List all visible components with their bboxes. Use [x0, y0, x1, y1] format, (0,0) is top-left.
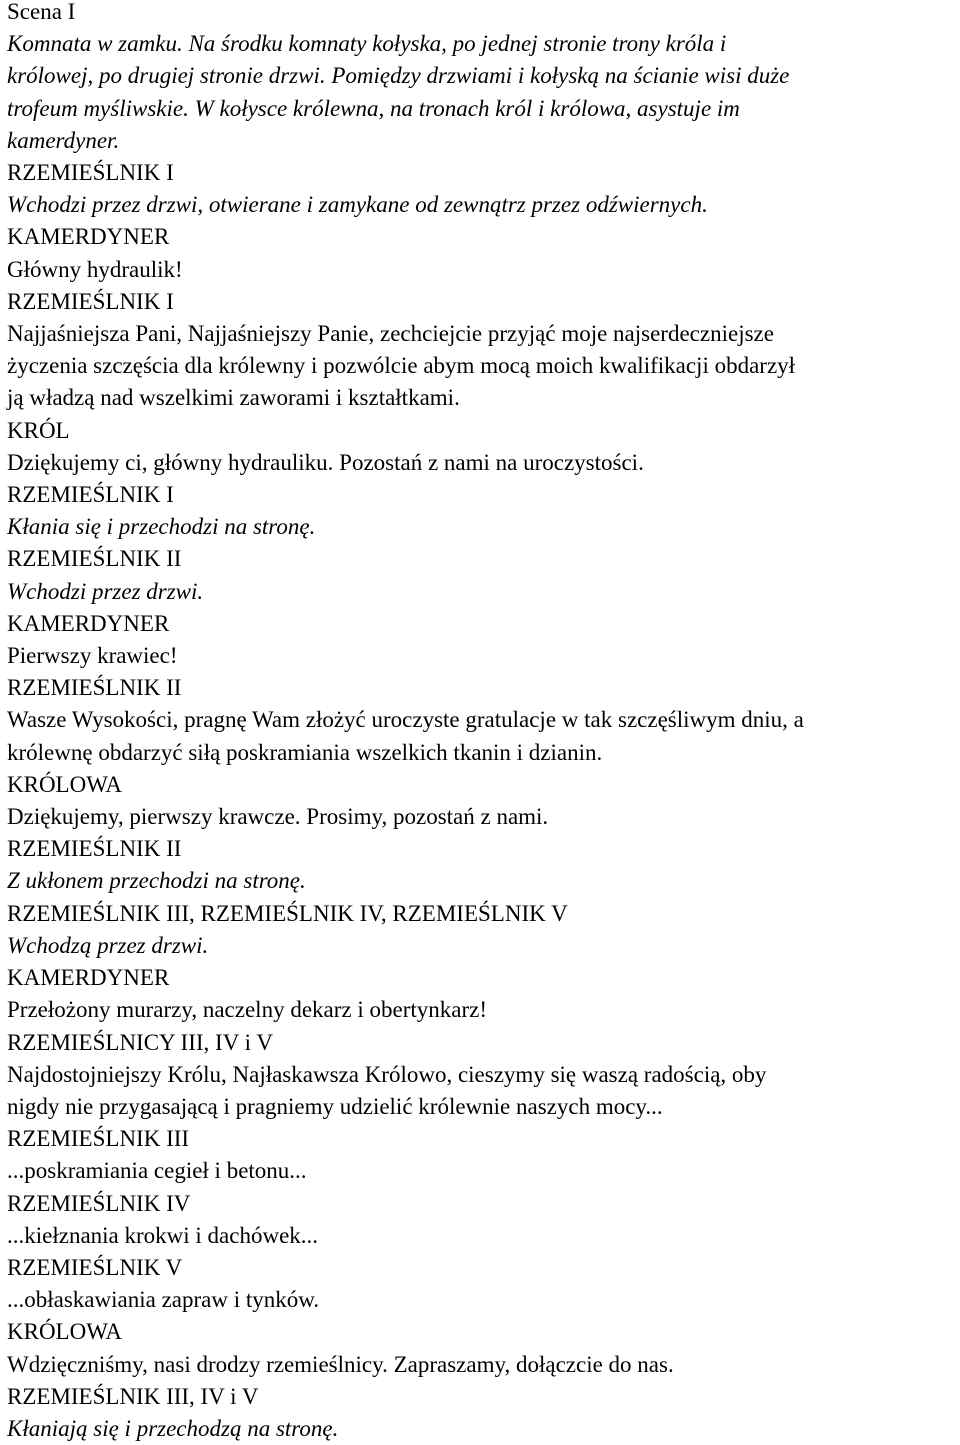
stage-direction — [7, 576, 960, 608]
stage-direction — [7, 511, 960, 543]
stage-direction-line: Kłania się i przechodzi na stronę. — [7, 514, 316, 540]
dialogue-text — [7, 1059, 960, 1123]
dialogue-text — [7, 1284, 960, 1316]
opening-stage-direction — [7, 28, 960, 157]
dialogue-text-line: ją władzą nad wszelkimi zaworami i kształtkami. — [7, 385, 460, 411]
speaker-name — [7, 1316, 960, 1348]
speaker-name-line: KAMERDYNER — [7, 610, 170, 636]
speaker-name — [7, 962, 960, 994]
speaker-name — [7, 221, 960, 253]
dialogue-text-line: ...poskramiania cegieł i betonu... — [7, 1158, 307, 1184]
speaker-name — [7, 1027, 960, 1059]
stage-direction-line: Wchodzi przez drzwi. — [7, 578, 204, 604]
speaker-name — [7, 479, 960, 511]
stage-direction — [7, 865, 960, 897]
dialogue-text-line: nigdy nie przygasającą i pragniemy udzielić królewnie naszych mocy... — [7, 1093, 663, 1119]
stage-direction-line: Z ukłonem przechodzi na stronę. — [7, 868, 306, 894]
speaker-name-line: RZEMIEŚLNIK III, IV i V — [7, 1383, 259, 1409]
dialogue-text — [7, 801, 960, 833]
speaker-name-line: RZEMIEŚLNIK I — [7, 288, 174, 314]
stage-direction — [7, 1413, 960, 1445]
speaker-name — [7, 898, 960, 930]
speaker-name-line: RZEMIEŚLNIK IV — [7, 1190, 191, 1216]
dialogue-text-line: ...obłaskawiania zapraw i tynków. — [7, 1287, 320, 1313]
speaker-name — [7, 543, 960, 575]
speaker-name-line: RZEMIEŚLNIK V — [7, 1254, 183, 1280]
dialogue-text-line: Dziękujemy ci, główny hydrauliku. Pozostań z nami na uroczystości. — [7, 449, 644, 475]
speaker-name-line: KRÓLOWA — [7, 771, 122, 797]
dialogue-text — [7, 704, 960, 768]
speaker-name — [7, 157, 960, 189]
speaker-name-line: RZEMIEŚLNICY III, IV i V — [7, 1029, 273, 1055]
stage-direction-line: Kłaniają się i przechodzą na stronę. — [7, 1415, 339, 1441]
stage-direction-line: trofeum myśliwskie. W kołysce królewna, na tronach król i królowa, asystuje im — [7, 95, 740, 121]
dialogue-text-line: życzenia szczęścia dla królewny i pozwólcie abym mocą moich kwalifikacji obdarzył — [7, 353, 796, 379]
dialogue-text — [7, 1220, 960, 1252]
dialogue-text-line: Dziękujemy, pierwszy krawcze. Prosimy, pozostań z nami. — [7, 804, 549, 830]
stage-direction-line: królowej, po drugiej stronie drzwi. Pomiędzy drzwiami i kołyską na ścianie wisi duże — [7, 63, 790, 89]
dialogue-text — [7, 318, 960, 415]
speaker-name — [7, 1188, 960, 1220]
script-body — [7, 157, 960, 1445]
speaker-name — [7, 833, 960, 865]
speaker-name-line: KAMERDYNER — [7, 224, 170, 250]
stage-direction-line: Wchodzą przez drzwi. — [7, 932, 209, 958]
speaker-name — [7, 769, 960, 801]
speaker-name — [7, 415, 960, 447]
dialogue-text-line: królewnę obdarzyć siłą poskramiania wszelkich tkanin i dzianin. — [7, 739, 603, 765]
speaker-name-line: RZEMIEŚLNIK III, RZEMIEŚLNIK IV, RZEMIEŚLNIK V — [7, 900, 568, 926]
speaker-name-line: KAMERDYNER — [7, 965, 170, 991]
stage-direction-line: Komnata w zamku. Na środku komnaty kołyska, po jednej stronie trony króla i — [7, 31, 727, 57]
dialogue-text — [7, 1349, 960, 1381]
stage-direction — [7, 189, 960, 221]
speaker-name — [7, 608, 960, 640]
speaker-name-line: RZEMIEŚLNIK III — [7, 1126, 190, 1152]
dialogue-text-line: Główny hydraulik! — [7, 256, 183, 282]
dialogue-text-line: Najjaśniejsza Pani, Najjaśniejszy Panie, zechciejcie przyjąć moje najserdeczniejsze — [7, 321, 774, 347]
speaker-name-line: RZEMIEŚLNIK II — [7, 546, 182, 572]
dialogue-text-line: Najdostojniejszy Królu, Najłaskawsza Królowo, cieszymy się waszą radością, oby — [7, 1061, 767, 1087]
stage-direction — [7, 930, 960, 962]
speaker-name-line: RZEMIEŚLNIK I — [7, 482, 174, 508]
speaker-name — [7, 1123, 960, 1155]
dialogue-text — [7, 994, 960, 1026]
speaker-name — [7, 672, 960, 704]
dialogue-text-line: Pierwszy krawiec! — [7, 643, 178, 669]
speaker-name — [7, 1252, 960, 1284]
stage-direction-line: Wchodzi przez drzwi, otwierane i zamykane od zewnątrz przez odźwiernych. — [7, 192, 708, 218]
speaker-name-line: KRÓLOWA — [7, 1319, 122, 1345]
speaker-name — [7, 1381, 960, 1413]
dialogue-text-line: ...kiełznania krokwi i dachówek... — [7, 1222, 319, 1248]
scene-title: Scena I — [7, 0, 76, 24]
speaker-name-line: RZEMIEŚLNIK II — [7, 675, 182, 701]
speaker-name-line: RZEMIEŚLNIK I — [7, 160, 174, 186]
dialogue-text — [7, 447, 960, 479]
dialogue-text-line: Wasze Wysokości, pragnę Wam złożyć uroczyste gratulacje w tak szczęśliwym dniu, a — [7, 707, 804, 733]
dialogue-text — [7, 1155, 960, 1187]
speaker-name — [7, 286, 960, 318]
speaker-name-line: KRÓL — [7, 417, 70, 443]
dialogue-text — [7, 640, 960, 672]
speaker-name-line: RZEMIEŚLNIK II — [7, 836, 182, 862]
stage-direction-line: kamerdyner. — [7, 127, 120, 153]
dialogue-text-line: Wdzięczniśmy, nasi drodzy rzemieślnicy. Zapraszamy, dołączcie do nas. — [7, 1351, 674, 1377]
dialogue-text — [7, 254, 960, 286]
dialogue-text-line: Przełożony murarzy, naczelny dekarz i obertynkarz! — [7, 997, 487, 1023]
